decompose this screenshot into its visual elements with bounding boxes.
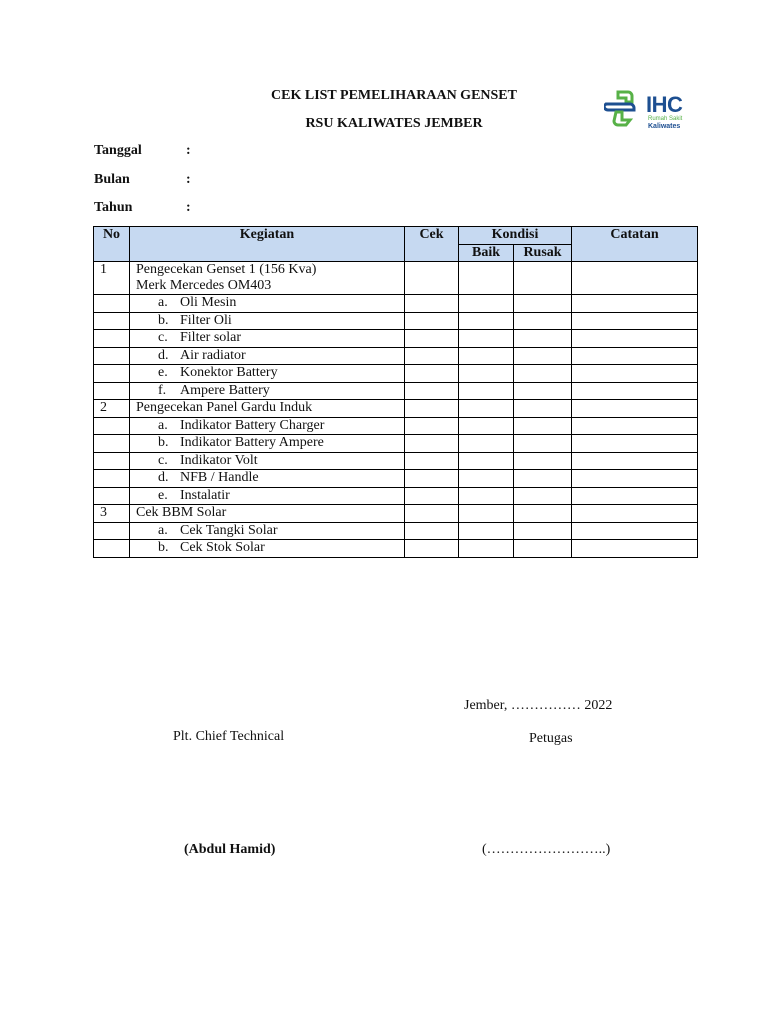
catatan-cell[interactable] xyxy=(572,505,698,523)
catatan-cell[interactable] xyxy=(572,312,698,330)
item-letter: b. xyxy=(158,435,169,450)
row-activity xyxy=(130,417,405,435)
header-baik: Baik xyxy=(459,244,514,262)
baik-cell[interactable] xyxy=(459,295,514,313)
document-subtitle: RSU KALIWATES JEMBER xyxy=(305,116,483,131)
row-activity xyxy=(130,400,405,418)
catatan-cell[interactable] xyxy=(572,382,698,400)
cek-cell[interactable] xyxy=(405,452,459,470)
baik-cell[interactable] xyxy=(459,435,514,453)
item-text: Ampere Battery xyxy=(180,382,270,398)
baik-cell[interactable] xyxy=(459,347,514,365)
row-number xyxy=(94,540,130,558)
baik-cell[interactable] xyxy=(459,365,514,383)
header-kondisi: Kondisi xyxy=(459,227,572,245)
table-row xyxy=(94,540,698,558)
table-row xyxy=(94,522,698,540)
item-text: Cek Stok Solar xyxy=(180,540,265,555)
baik-cell[interactable] xyxy=(459,262,514,295)
row-activity xyxy=(130,540,405,558)
item-letter: a. xyxy=(158,295,168,310)
baik-cell[interactable] xyxy=(459,330,514,348)
catatan-cell[interactable] xyxy=(572,262,698,295)
logo-hospital-name: Kaliwates xyxy=(648,123,681,130)
rusak-cell[interactable] xyxy=(514,522,572,540)
item-letter: c. xyxy=(158,452,168,468)
header-kegiatan: Kegiatan xyxy=(130,227,405,262)
row-activity xyxy=(130,470,405,488)
row-number xyxy=(94,295,130,313)
signature-right-title: Petugas xyxy=(529,731,573,746)
item-text: Oli Mesin xyxy=(180,295,237,310)
cek-cell[interactable] xyxy=(405,262,459,295)
row-number xyxy=(94,470,130,488)
catatan-cell[interactable] xyxy=(572,435,698,453)
row-number xyxy=(94,417,130,435)
logo-text: IHC xyxy=(646,92,683,117)
row-activity xyxy=(130,365,405,383)
row-activity xyxy=(130,312,405,330)
catatan-cell[interactable] xyxy=(572,365,698,383)
row-number xyxy=(94,330,130,348)
item-text: NFB / Handle xyxy=(180,470,259,485)
item-text: Instalatir xyxy=(180,487,230,503)
item-letter: f. xyxy=(158,382,167,398)
document-title: CEK LIST PEMELIHARAAN GENSET xyxy=(271,88,517,103)
item-text: Pengecekan Panel Gardu Induk xyxy=(136,400,313,415)
item-letter: e. xyxy=(158,487,168,503)
item-letter: a. xyxy=(158,522,168,538)
cek-cell[interactable] xyxy=(405,347,459,365)
cross-logo-icon xyxy=(604,88,644,128)
rusak-cell[interactable] xyxy=(514,347,572,365)
signature-left-title: Plt. Chief Technical xyxy=(173,729,285,744)
table-row xyxy=(94,312,698,330)
row-number: 2 xyxy=(94,400,130,418)
header-no: No xyxy=(94,227,130,262)
table-row xyxy=(94,400,698,418)
baik-cell[interactable] xyxy=(459,400,514,418)
baik-cell[interactable] xyxy=(459,312,514,330)
row-number xyxy=(94,382,130,400)
row-activity xyxy=(130,505,405,523)
rusak-cell[interactable] xyxy=(514,452,572,470)
rusak-cell[interactable] xyxy=(514,295,572,313)
item-text: Indikator Volt xyxy=(180,452,258,468)
rusak-cell[interactable] xyxy=(514,365,572,383)
row-activity xyxy=(130,347,405,365)
baik-cell[interactable] xyxy=(459,417,514,435)
cek-cell[interactable] xyxy=(405,382,459,400)
item-text: Pengecekan Genset 1 (156 Kva) xyxy=(136,262,317,277)
baik-cell[interactable] xyxy=(459,382,514,400)
header-cek: Cek xyxy=(405,227,459,262)
item-letter: c. xyxy=(158,330,168,345)
header-catatan: Catatan xyxy=(572,227,698,262)
cek-cell[interactable] xyxy=(405,295,459,313)
signature-right-name: (……………………..) xyxy=(482,842,611,857)
catatan-cell[interactable] xyxy=(572,295,698,313)
item-letter: d. xyxy=(158,347,169,363)
cek-cell[interactable] xyxy=(405,365,459,383)
cek-cell[interactable] xyxy=(405,505,459,523)
row-number xyxy=(94,522,130,540)
baik-cell[interactable] xyxy=(459,505,514,523)
row-number: 1 xyxy=(94,262,130,295)
catatan-cell[interactable] xyxy=(572,522,698,540)
catatan-cell[interactable] xyxy=(572,540,698,558)
item-text: Konektor Battery xyxy=(180,365,278,380)
item-text: Filter Oli xyxy=(180,312,232,328)
cek-cell[interactable] xyxy=(405,312,459,330)
catatan-cell[interactable] xyxy=(572,417,698,435)
item-text: Air radiator xyxy=(180,347,246,363)
table-row xyxy=(94,452,698,470)
rusak-cell[interactable] xyxy=(514,330,572,348)
signature-date: Jember, …………… 2022 xyxy=(464,698,613,713)
table-row xyxy=(94,295,698,313)
item-text: Indikator Battery Charger xyxy=(180,417,325,433)
logo-subtitle: Rumah Sakit xyxy=(648,116,683,122)
table-row xyxy=(94,330,698,348)
item-letter: e. xyxy=(158,365,168,380)
rusak-cell[interactable] xyxy=(514,400,572,418)
table-row xyxy=(94,417,698,435)
row-number xyxy=(94,365,130,383)
rusak-cell[interactable] xyxy=(514,487,572,505)
field-tanggal xyxy=(94,143,191,159)
row-number xyxy=(94,435,130,453)
rusak-cell[interactable] xyxy=(514,312,572,330)
catatan-cell[interactable] xyxy=(572,347,698,365)
cek-cell[interactable] xyxy=(405,330,459,348)
item-letter: b. xyxy=(158,540,169,555)
table-row xyxy=(94,470,698,488)
field-label: Tahun xyxy=(94,200,133,215)
catatan-cell[interactable] xyxy=(572,487,698,505)
catatan-cell[interactable] xyxy=(572,400,698,418)
item-text: Filter solar xyxy=(180,330,242,345)
baik-cell[interactable] xyxy=(459,540,514,558)
cek-cell[interactable] xyxy=(405,435,459,453)
signature-left-name: (Abdul Hamid) xyxy=(184,842,276,857)
baik-cell[interactable] xyxy=(459,452,514,470)
cek-cell[interactable] xyxy=(405,540,459,558)
checklist-table xyxy=(93,226,698,558)
ihc-logo xyxy=(604,88,704,132)
table-row xyxy=(94,505,698,523)
row-activity xyxy=(130,330,405,348)
table-row xyxy=(94,382,698,400)
item-text: Cek Tangki Solar xyxy=(180,522,278,538)
cek-cell[interactable] xyxy=(405,522,459,540)
item-text: Merk Mercedes OM403 xyxy=(136,278,272,293)
field-bulan xyxy=(94,172,191,188)
cek-cell[interactable] xyxy=(405,417,459,435)
table-row xyxy=(94,487,698,505)
item-letter: d. xyxy=(158,470,169,485)
item-text: Cek BBM Solar xyxy=(136,505,227,520)
rusak-cell[interactable] xyxy=(514,505,572,523)
table-row xyxy=(94,347,698,365)
baik-cell[interactable] xyxy=(459,470,514,488)
row-activity xyxy=(130,382,405,400)
cek-cell[interactable] xyxy=(405,487,459,505)
catatan-cell[interactable] xyxy=(572,330,698,348)
baik-cell[interactable] xyxy=(459,487,514,505)
field-colon: : xyxy=(186,200,191,215)
field-colon: : xyxy=(186,143,191,158)
row-number xyxy=(94,312,130,330)
field-tahun xyxy=(94,200,191,216)
rusak-cell[interactable] xyxy=(514,470,572,488)
baik-cell[interactable] xyxy=(459,522,514,540)
item-text: Indikator Battery Ampere xyxy=(180,435,324,450)
row-activity xyxy=(130,452,405,470)
row-number xyxy=(94,487,130,505)
item-letter: b. xyxy=(158,312,169,328)
row-number xyxy=(94,347,130,365)
table-row xyxy=(94,262,698,295)
row-activity xyxy=(130,262,405,295)
rusak-cell[interactable] xyxy=(514,435,572,453)
row-activity xyxy=(130,435,405,453)
rusak-cell[interactable] xyxy=(514,382,572,400)
catatan-cell[interactable] xyxy=(572,470,698,488)
cek-cell[interactable] xyxy=(405,470,459,488)
cek-cell[interactable] xyxy=(405,400,459,418)
rusak-cell[interactable] xyxy=(514,540,572,558)
rusak-cell[interactable] xyxy=(514,262,572,295)
table-row xyxy=(94,435,698,453)
row-activity xyxy=(130,487,405,505)
rusak-cell[interactable] xyxy=(514,417,572,435)
row-number xyxy=(94,452,130,470)
row-activity xyxy=(130,295,405,313)
field-colon: : xyxy=(186,172,191,187)
field-label: Bulan xyxy=(94,172,130,187)
field-label: Tanggal xyxy=(94,143,142,158)
header-rusak: Rusak xyxy=(514,244,572,262)
table-row xyxy=(94,365,698,383)
item-letter: a. xyxy=(158,417,168,433)
row-activity xyxy=(130,522,405,540)
catatan-cell[interactable] xyxy=(572,452,698,470)
row-number: 3 xyxy=(94,505,130,523)
